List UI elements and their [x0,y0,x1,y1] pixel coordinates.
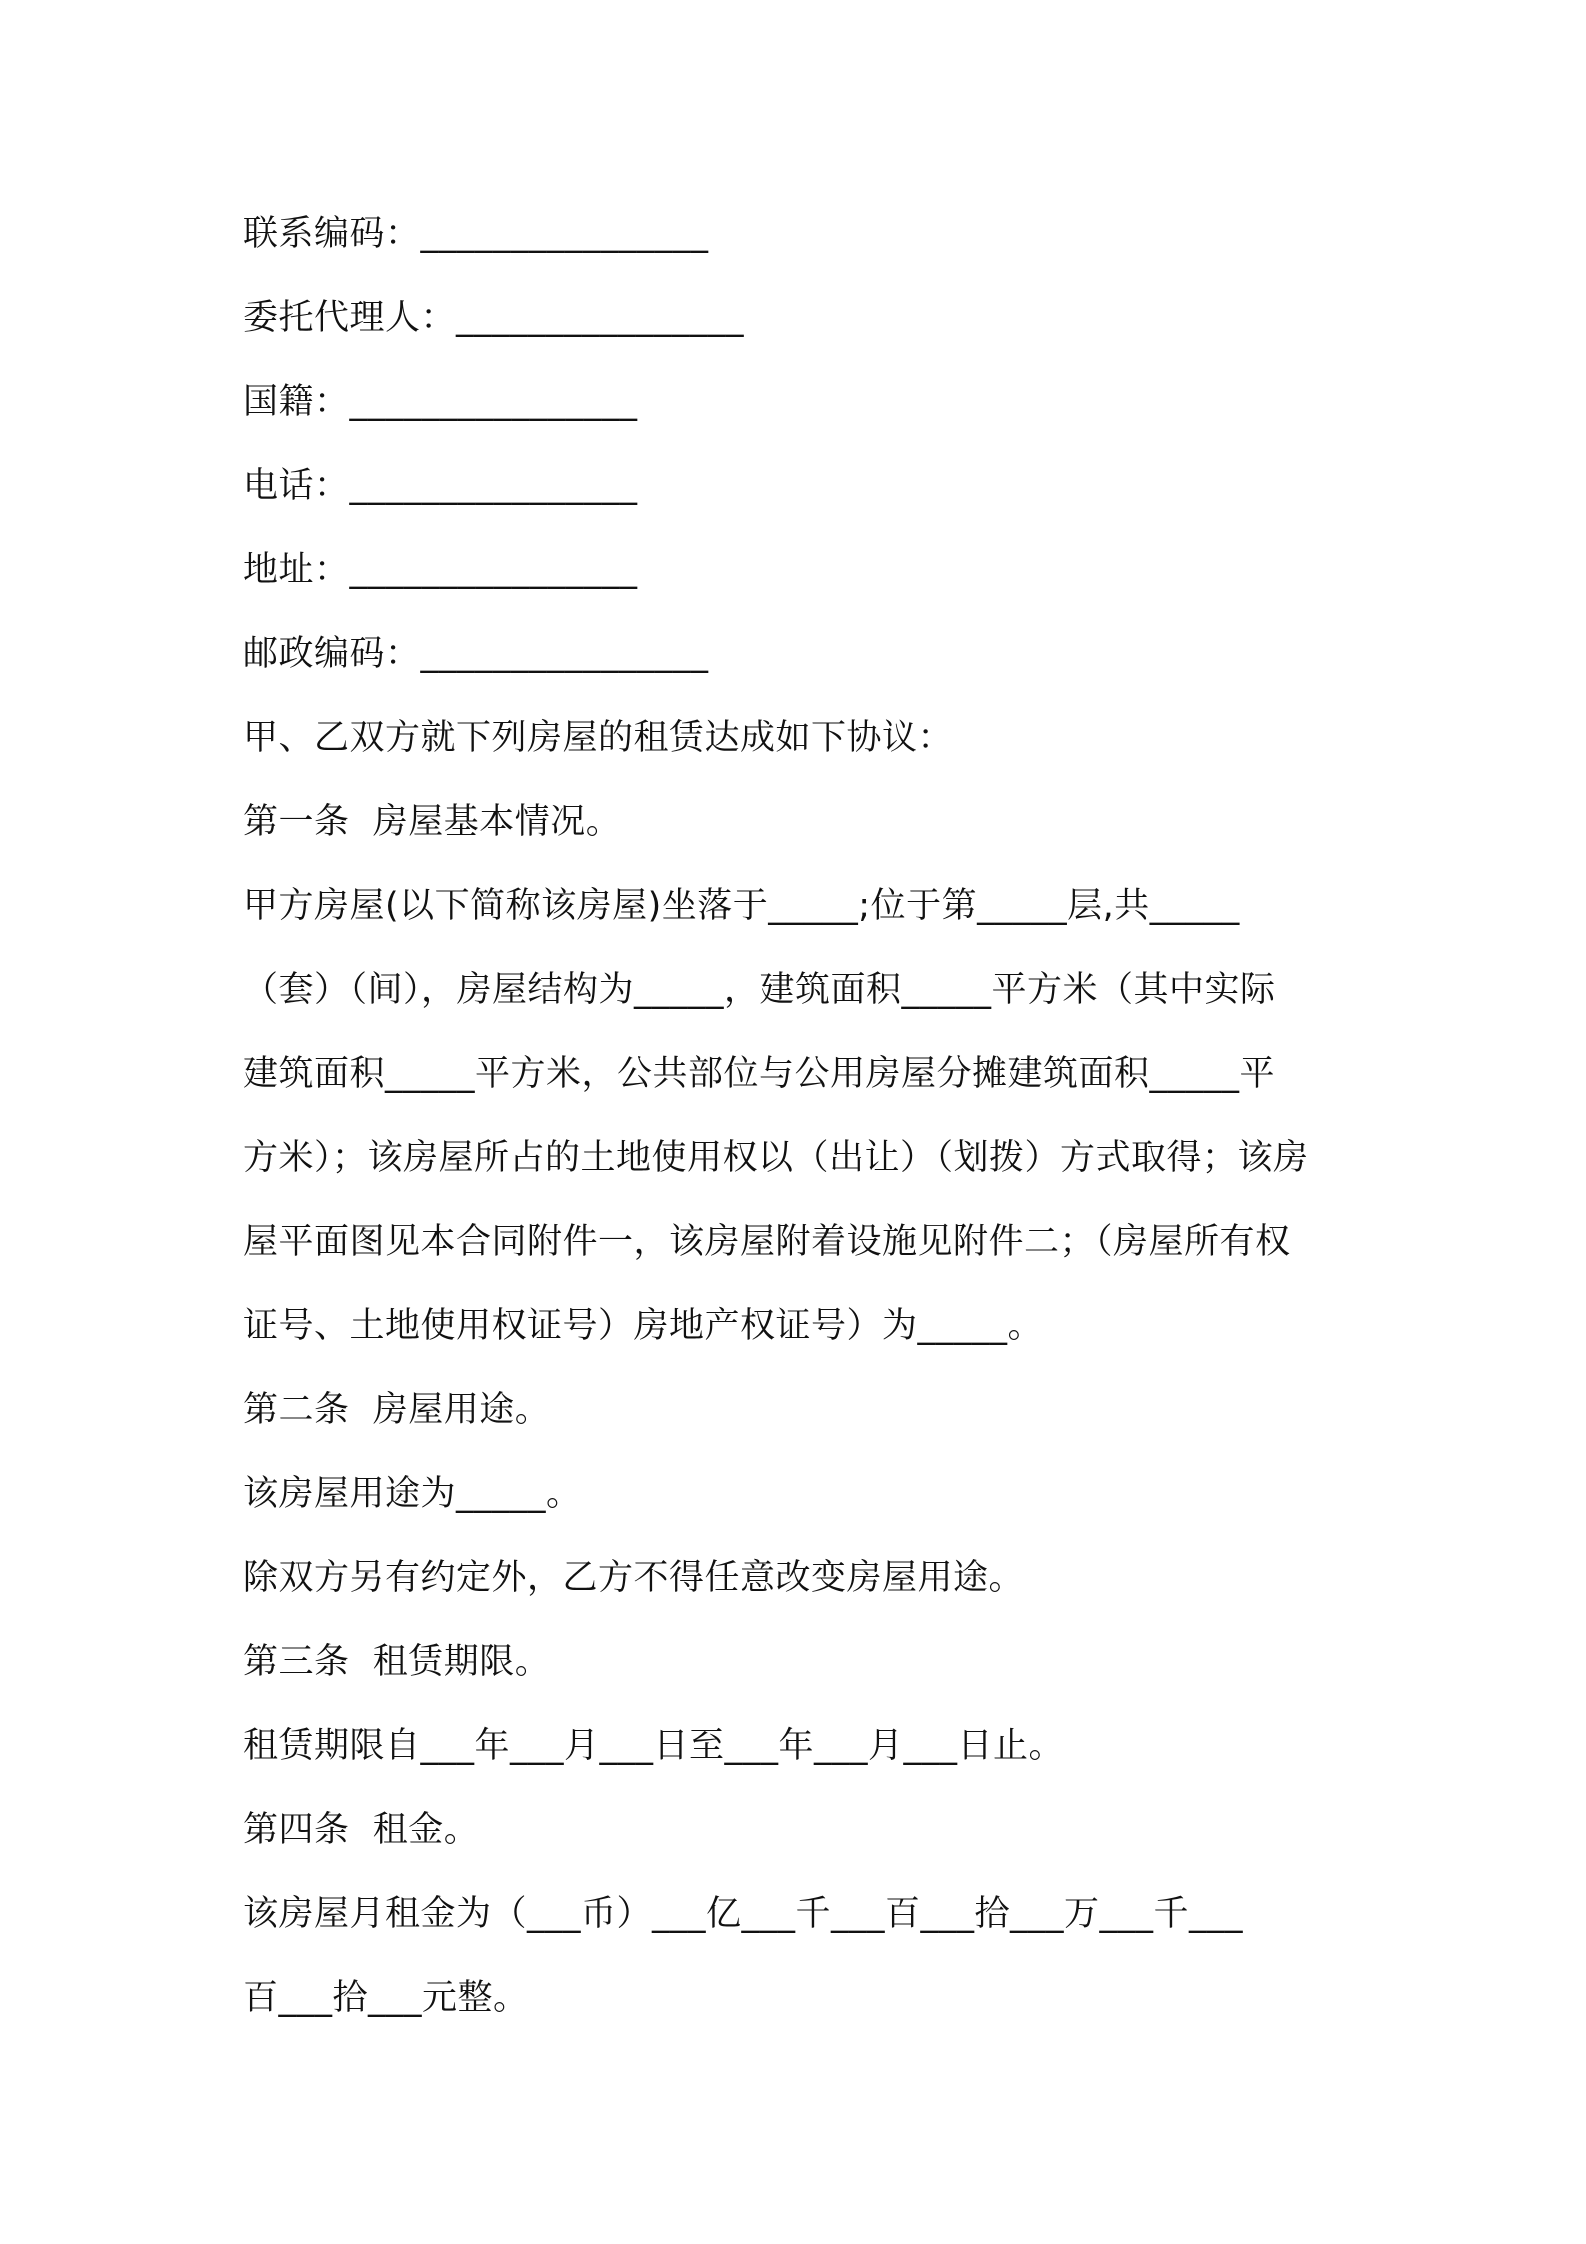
article-1-line: 屋平面图见本合同附件一，该房屋附着设施见附件二；（房屋所有权 [243,1222,1291,1262]
article-2-line: 该房屋用途为_____。 [243,1474,582,1514]
address-field: 地址：________________ [243,550,638,590]
postal-code-field: 邮政编码：________________ [243,634,709,674]
agent-field: 委托代理人：________________ [243,298,745,338]
article-3-line: 租赁期限自___年___月___日至___年___月___日止。 [243,1726,1065,1766]
phone-field: 电话：________________ [243,466,638,506]
nationality-field: 国籍：________________ [243,382,638,422]
article-3-title: 第三条 租赁期限。 [243,1642,551,1682]
article-4-line: 百___拾___元整。 [243,1978,529,2018]
article-2-line: 除双方另有约定外，乙方不得任意改变房屋用途。 [243,1558,1025,1598]
article-1-line: 甲方房屋(以下简称该房屋)坐落于_____;位于第_____层,共_____ [243,886,1240,926]
article-1-line: （套）（间），房屋结构为_____，建筑面积_____平方米（其中实际 [243,970,1276,1010]
article-1-title: 第一条 房屋基本情况。 [243,802,622,842]
article-1-line: 建筑面积_____平方米，公共部位与公用房屋分摊建筑面积_____平 [243,1054,1276,1094]
article-2-title: 第二条 房屋用途。 [243,1390,551,1430]
article-1-line: 证号、土地使用权证号）房地产权证号）为_____。 [243,1306,1044,1346]
contract-page [243,192,1358,2040]
contact-code-field: 联系编码：________________ [243,214,709,254]
agreement-intro: 甲、乙双方就下列房屋的租赁达成如下协议： [243,718,954,758]
article-4-line: 该房屋月租金为（___币）___亿___千___百___拾___万___千___ [243,1894,1244,1934]
article-4-title: 第四条 租金。 [243,1810,480,1850]
article-1-line: 方米）；该房屋所占的土地使用权以（出让）（划拨）方式取得；该房 [243,1138,1309,1178]
